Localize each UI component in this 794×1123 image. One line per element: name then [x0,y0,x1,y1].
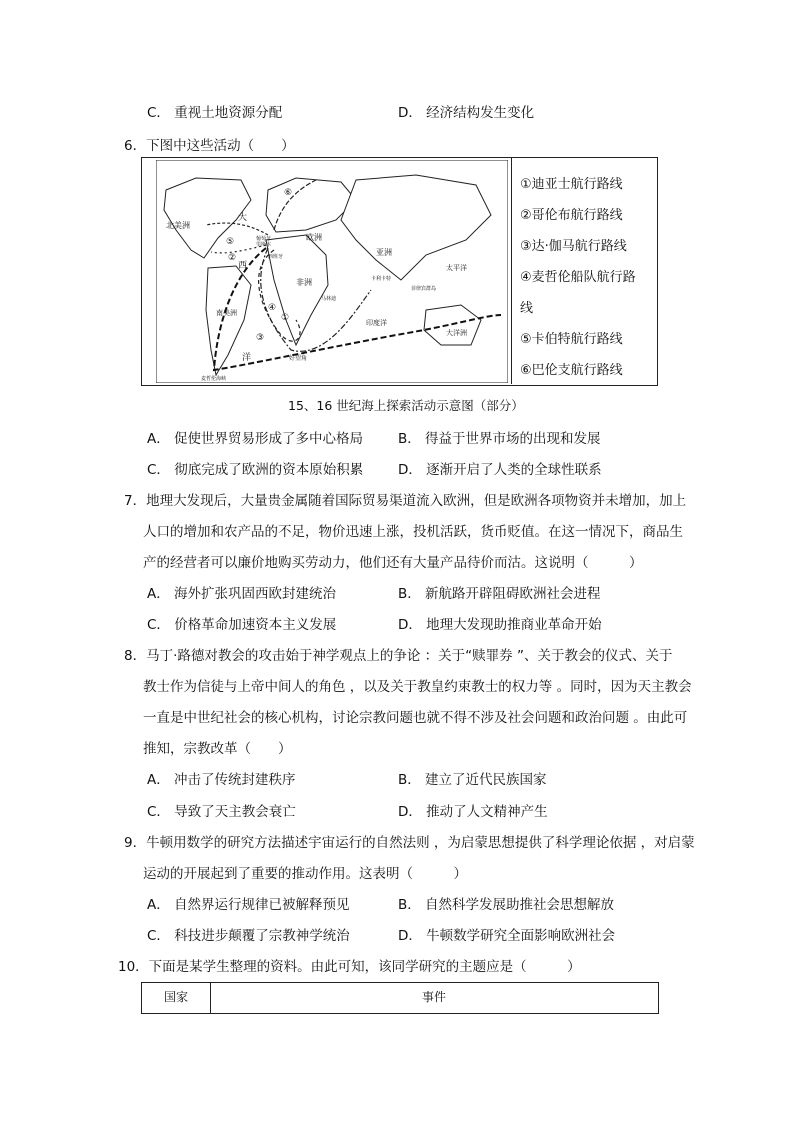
label-malindi: 马林迪 [321,296,337,302]
q7-option-d: D． 地理大发现助推商业革命开始 [398,617,602,633]
q10-stem: 10．下面是某学生整理的资料。由此可知，该同学研究的主题应是（ ） [118,959,581,975]
q7-option-c: C． 价格革命加速资本主义发展 [147,617,337,633]
q6-option-d: D． 逐渐开启了人类的全球性联系 [398,462,602,478]
legend-item-5: ⑤卡伯特航行路线 [520,332,623,347]
label-north-america: 北美洲 [166,221,190,230]
route-mark-1: ① [281,313,290,323]
label-pacific: 太平洋 [446,264,467,272]
q9-option-d: D． 牛顿数学研究全面影响欧洲社会 [398,928,616,944]
label-lisbon: 里斯本 [256,242,272,248]
label-south-america: 南美洲 [216,309,237,317]
q7-line-1: 7．地理大发现后，大量贵金属随着国际贸易渠道流入欧洲，但是欧洲各项物资并未增加，加上 [124,493,687,509]
q8-line-2: 教士作为信徒与上帝中间人的角色 ，以及关于教皇约束教士的权力等 。同时，因为天主教会 [143,679,692,695]
label-xi: 西 [238,261,248,271]
label-oceania: 大洋洲 [446,329,467,337]
legend-item-4: ④麦哲伦船队航行路 [520,270,636,285]
label-europe: 欧洲 [306,233,322,242]
label-africa: 非洲 [296,278,312,287]
q7-option-b: B． 新航路开辟阻碍欧洲社会进程 [398,586,601,602]
q7-option-a: A． 海外扩张巩固西欧封建统治 [147,586,337,602]
label-philippines: 菲律宾群岛 [411,286,437,292]
table-header-country: 国家 [142,983,211,1013]
label-asia: 亚洲 [376,248,392,257]
q9-option-b: B． 自然科学发展助推社会思想解放 [398,897,615,913]
route-mark-5: ⑤ [226,237,235,247]
q8-line-1: 8．马丁·路德对教会的攻击始于神学观点上的争论 ：关于“赎罪券 ”、关于教会的仪式、关于 [124,648,673,664]
q6-option-c: C． 彻底完成了欧洲的资本原始积累 [147,462,364,478]
label-yang: 洋 [242,353,252,363]
q8-option-a: A． 冲击了传统封建秩序 [147,772,296,788]
legend-item-3: ③达·伽马航行路线 [520,239,627,254]
q8-option-d: D． 推动了人文精神产生 [398,804,548,820]
q6-figure [141,157,658,386]
q8-option-b: B． 建立了近代民族国家 [398,772,547,788]
label-indian-ocean: 印度洋 [366,319,387,327]
legend-item-2: ②哥伦布航行路线 [520,208,623,223]
route-mark-2: ② [228,253,237,263]
label-calicut: 卡利卡特 [371,276,392,282]
map-legend [511,158,658,384]
q9-option-a: A． 自然界运行规律已被解释预见 [147,897,350,913]
route-mark-4: ④ [268,303,277,313]
label-magellan-strait: 麦哲伦海峡 [201,376,227,382]
route-mark-3: ③ [256,333,265,343]
q9-option-c: C． 科技进步颠覆了宗教神学统治 [147,928,350,944]
legend-item-1: ①迪亚士航行路线 [520,177,623,192]
route-mark-6: ⑥ [284,188,293,198]
q10-table [141,982,659,1014]
legend-item-4-cont: 线 [520,301,534,316]
figure-caption: 15、16 世纪海上探索活动示意图（部分） [288,398,524,413]
q9-line-2: 运动的开展起到了重要的推动作用。这表明（ ） [143,866,467,882]
label-cape: 好望角 [289,355,308,362]
table-header-event: 事件 [421,990,446,1004]
label-portugal: 葡萄牙 [256,236,272,242]
q8-line-3: 一直是中世纪社会的核心机构，讨论宗教问题也就不得不涉及社会问题和政治问题 。由此可 [143,710,688,726]
q8-option-c: C． 导致了天主教会衰亡 [147,804,296,820]
label-spain: 西班牙 [268,254,284,260]
q5-option-d: D． 经济结构发生变化 [398,105,535,121]
q6-option-a: A． 促使世界贸易形成了多中心格局 [147,431,364,447]
q7-line-3: 产的经营者可以廉价地购买劳动力，他们还有大量产品待价而沽。这说明（ ） [143,555,643,571]
q7-line-2: 人口的增加和农产品的不足，物价迅速上涨，投机活跃，货币贬值。在这一情况下，商品生 [143,524,683,540]
q5-option-c: C． 重视土地资源分配 [147,105,283,121]
q9-line-1: 9．牛顿用数学的研究方法描述宇宙运行的自然法则 ，为启蒙思想提供了科学理论依据 ，对启蒙 [124,835,695,851]
q8-line-4: 推知，宗教改革（ ） [143,741,292,757]
legend-item-6: ⑥巴伦支航行路线 [520,363,623,378]
label-da: 大 [238,213,248,223]
q6-stem: 6．下图中这些活动（ ） [124,138,295,154]
q6-option-b: B． 得益于世界市场的出现和发展 [398,431,601,447]
world-map [156,160,508,383]
